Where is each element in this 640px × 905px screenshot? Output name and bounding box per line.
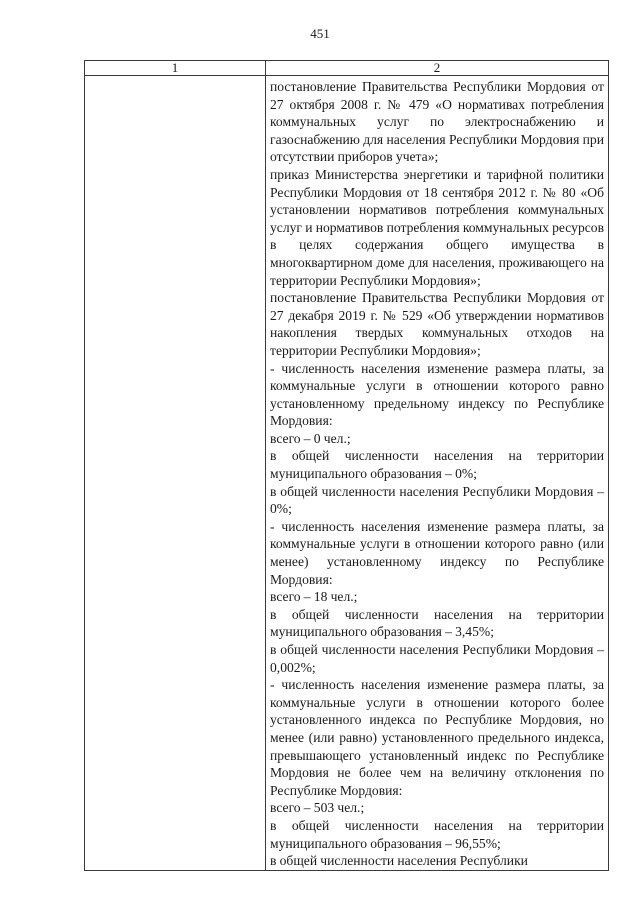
table-row: [85, 76, 609, 871]
paragraph-republic-0: в общей численности населения Республики Мордовия – 0%;: [270, 483, 604, 517]
paragraph-group-equal-limit: - численность населения изменение размера платы, за коммунальные услуги в отношении которого равно установленному предельному индексу по Республике Мордовия:: [270, 360, 604, 429]
paragraph-total-0: всего – 0 чел.;: [270, 430, 351, 446]
paragraph-order-80: приказ Министерства энергетики и тарифной политики Республики Мордовия от 18 сентября 2012 г. № 80 «Об установлении нормативов потребления коммунальных услуг и нормативов потребления коммунальных ресурсов в целях содержания общего имущества в многоквартирном доме для населения, проживающего на территории Республики Мордовия»;: [270, 166, 604, 288]
document-table: [84, 60, 609, 871]
column-header-2: 2: [266, 61, 609, 76]
paragraph-republic-continued: в общей численности населения Республики: [270, 853, 528, 869]
page-number: 451: [310, 26, 330, 41]
content-cell: [266, 76, 609, 871]
paragraph-municipal-3-45: в общей численности населения на территории муниципального образования – 3,45%;: [270, 606, 604, 640]
paragraph-municipal-96-55: в общей численности населения на территории муниципального образования – 96,55%;: [270, 817, 604, 851]
column-header-1: 1: [85, 61, 266, 76]
paragraph-republic-0-002: в общей численности населения Республики Мордовия – 0,002%;: [270, 642, 604, 675]
paragraph-resolution-479: постановление Правительства Республики Мордовия от 27 октября 2008 г. № 479 «О нормативах потребления коммунальных услуг по электроснабжению и газоснабжению для населения Республики Мордовия при отсутствии приборов учета»;: [270, 79, 604, 165]
table-header-row: [85, 61, 609, 76]
paragraph-total-503: всего – 503 чел.;: [270, 800, 365, 816]
left-cell: [85, 76, 266, 871]
paragraph-total-18: всего – 18 чел.;: [270, 589, 358, 605]
paragraph-resolution-529: постановление Правительства Республики Мордовия от 27 декабря 2019 г. № 529 «Об утверждении нормативов накопления твердых коммунальных отходов на территории Республики Мордовия»;: [270, 290, 604, 358]
paragraph-municipal-0: в общей численности населения на территории муниципального образования – 0%;: [270, 448, 604, 482]
paragraph-group-equal-or-less: - численность населения изменение размера платы, за коммунальные услуги в отношении которого равно (или менее) установленному индексу по Республике Мордовия:: [270, 518, 604, 587]
paragraph-group-between: - численность населения изменение размера платы, за коммунальные услуги в отношении которого более установленного индекса по Республике Мордовия, но менее (или равно) установленного предельного индекса, превышающего установленный индекс по Республике Мордовия не более чем на величину отклонения по Республике Мордовия:: [270, 677, 604, 798]
